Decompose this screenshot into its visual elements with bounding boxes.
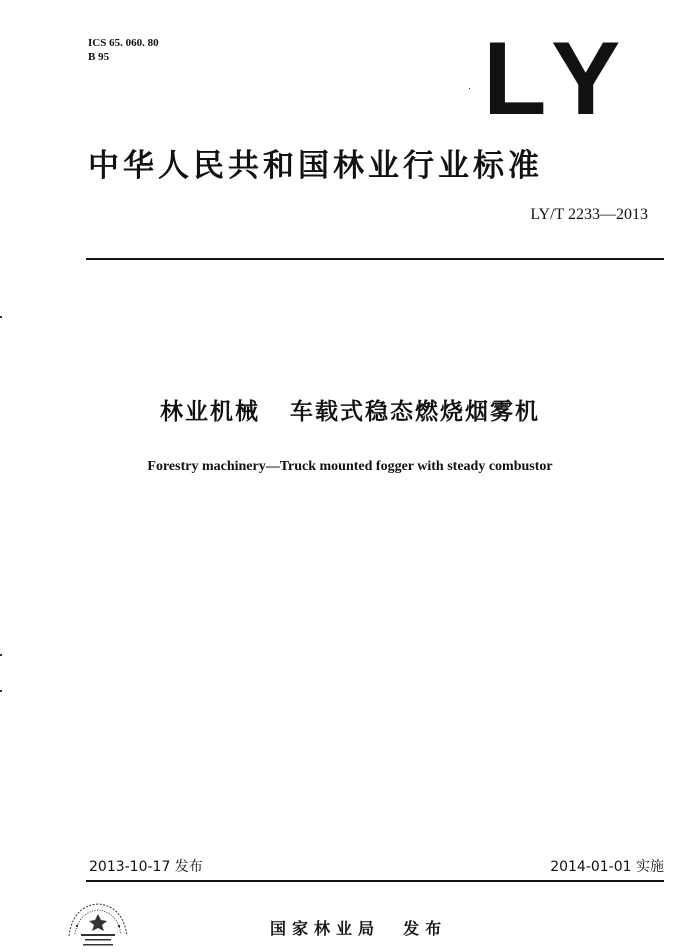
seal-stamp-icon	[63, 896, 133, 952]
classification-codes	[88, 36, 159, 64]
document-title-cn: 林业机械 车载式稳态燃烧烟雾机	[159, 399, 541, 425]
document-title-en: Forestry machinery—Truck mounted fogger with steady combustor	[147, 459, 553, 474]
scan-speck	[0, 690, 2, 692]
bottom-divider	[86, 880, 664, 882]
publisher: 国家林业局 发布	[270, 919, 448, 938]
scan-speck	[0, 654, 2, 656]
ly-logo: LY	[483, 21, 635, 137]
top-divider	[86, 258, 664, 260]
ccs-code: B 95	[88, 51, 110, 63]
standard-number: LY/T 2233—2013	[530, 206, 648, 223]
standard-organization-title: 中华人民共和国林业行业标准	[88, 148, 543, 184]
scan-speck	[0, 316, 2, 318]
issue-date: 2013-10-17 发布	[89, 859, 203, 875]
effective-date: 2014-01-01 实施	[550, 859, 664, 875]
scan-speck	[469, 88, 470, 89]
ics-code: ICS 65. 060. 80	[88, 37, 159, 49]
